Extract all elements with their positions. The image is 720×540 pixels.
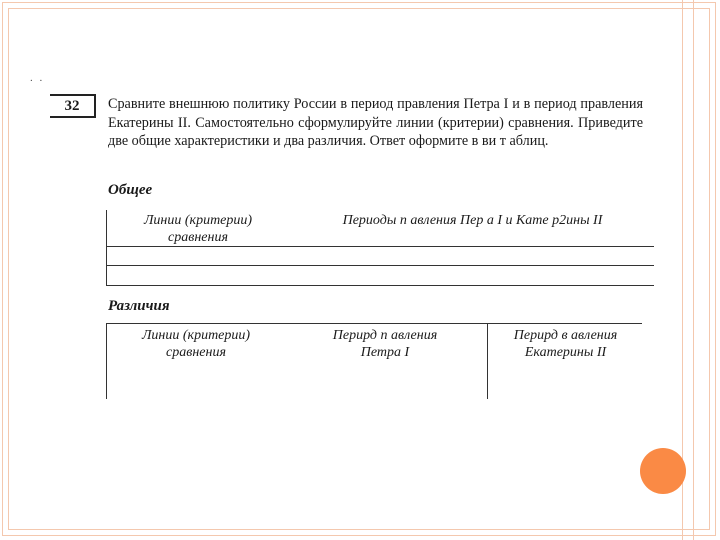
common-col2-header: Периоды п авления Пер а I и Кате р2ины II bbox=[342, 213, 603, 228]
slide-right-band bbox=[682, 0, 694, 540]
accent-circle bbox=[640, 448, 686, 494]
diff-col1-header: Линии (критерии) сравнения bbox=[141, 328, 251, 360]
differences-section-title: Различия bbox=[108, 298, 170, 314]
slide-frame-inner bbox=[8, 8, 710, 530]
diff-col3-header: Перирд в авления Екатерины II bbox=[513, 328, 618, 360]
diff-table-top-border bbox=[106, 323, 642, 324]
common-table-row-line-2 bbox=[106, 265, 654, 266]
common-table-row-line-1 bbox=[106, 246, 654, 247]
task-number: 32 bbox=[50, 94, 96, 118]
task-text: Сравните внешнюю политику России в период правления Петра I и в период правления Екатерины II. Самостоятельно сформулируйте линии (критерии) сравнения. Приведите две общие характеристики и два различия. Ответ оформите в ви т аблиц. bbox=[108, 96, 643, 149]
common-col1-header: Линии (критерии) сравнения bbox=[143, 213, 253, 245]
common-table-left-border bbox=[106, 210, 107, 286]
page-marks: . . bbox=[30, 72, 45, 84]
common-section-title: Общее bbox=[108, 182, 153, 198]
diff-col2-header: Перирд п авления Петра I bbox=[332, 328, 438, 360]
diff-table-left-border bbox=[106, 323, 107, 399]
common-table-row-line-3 bbox=[106, 285, 654, 286]
